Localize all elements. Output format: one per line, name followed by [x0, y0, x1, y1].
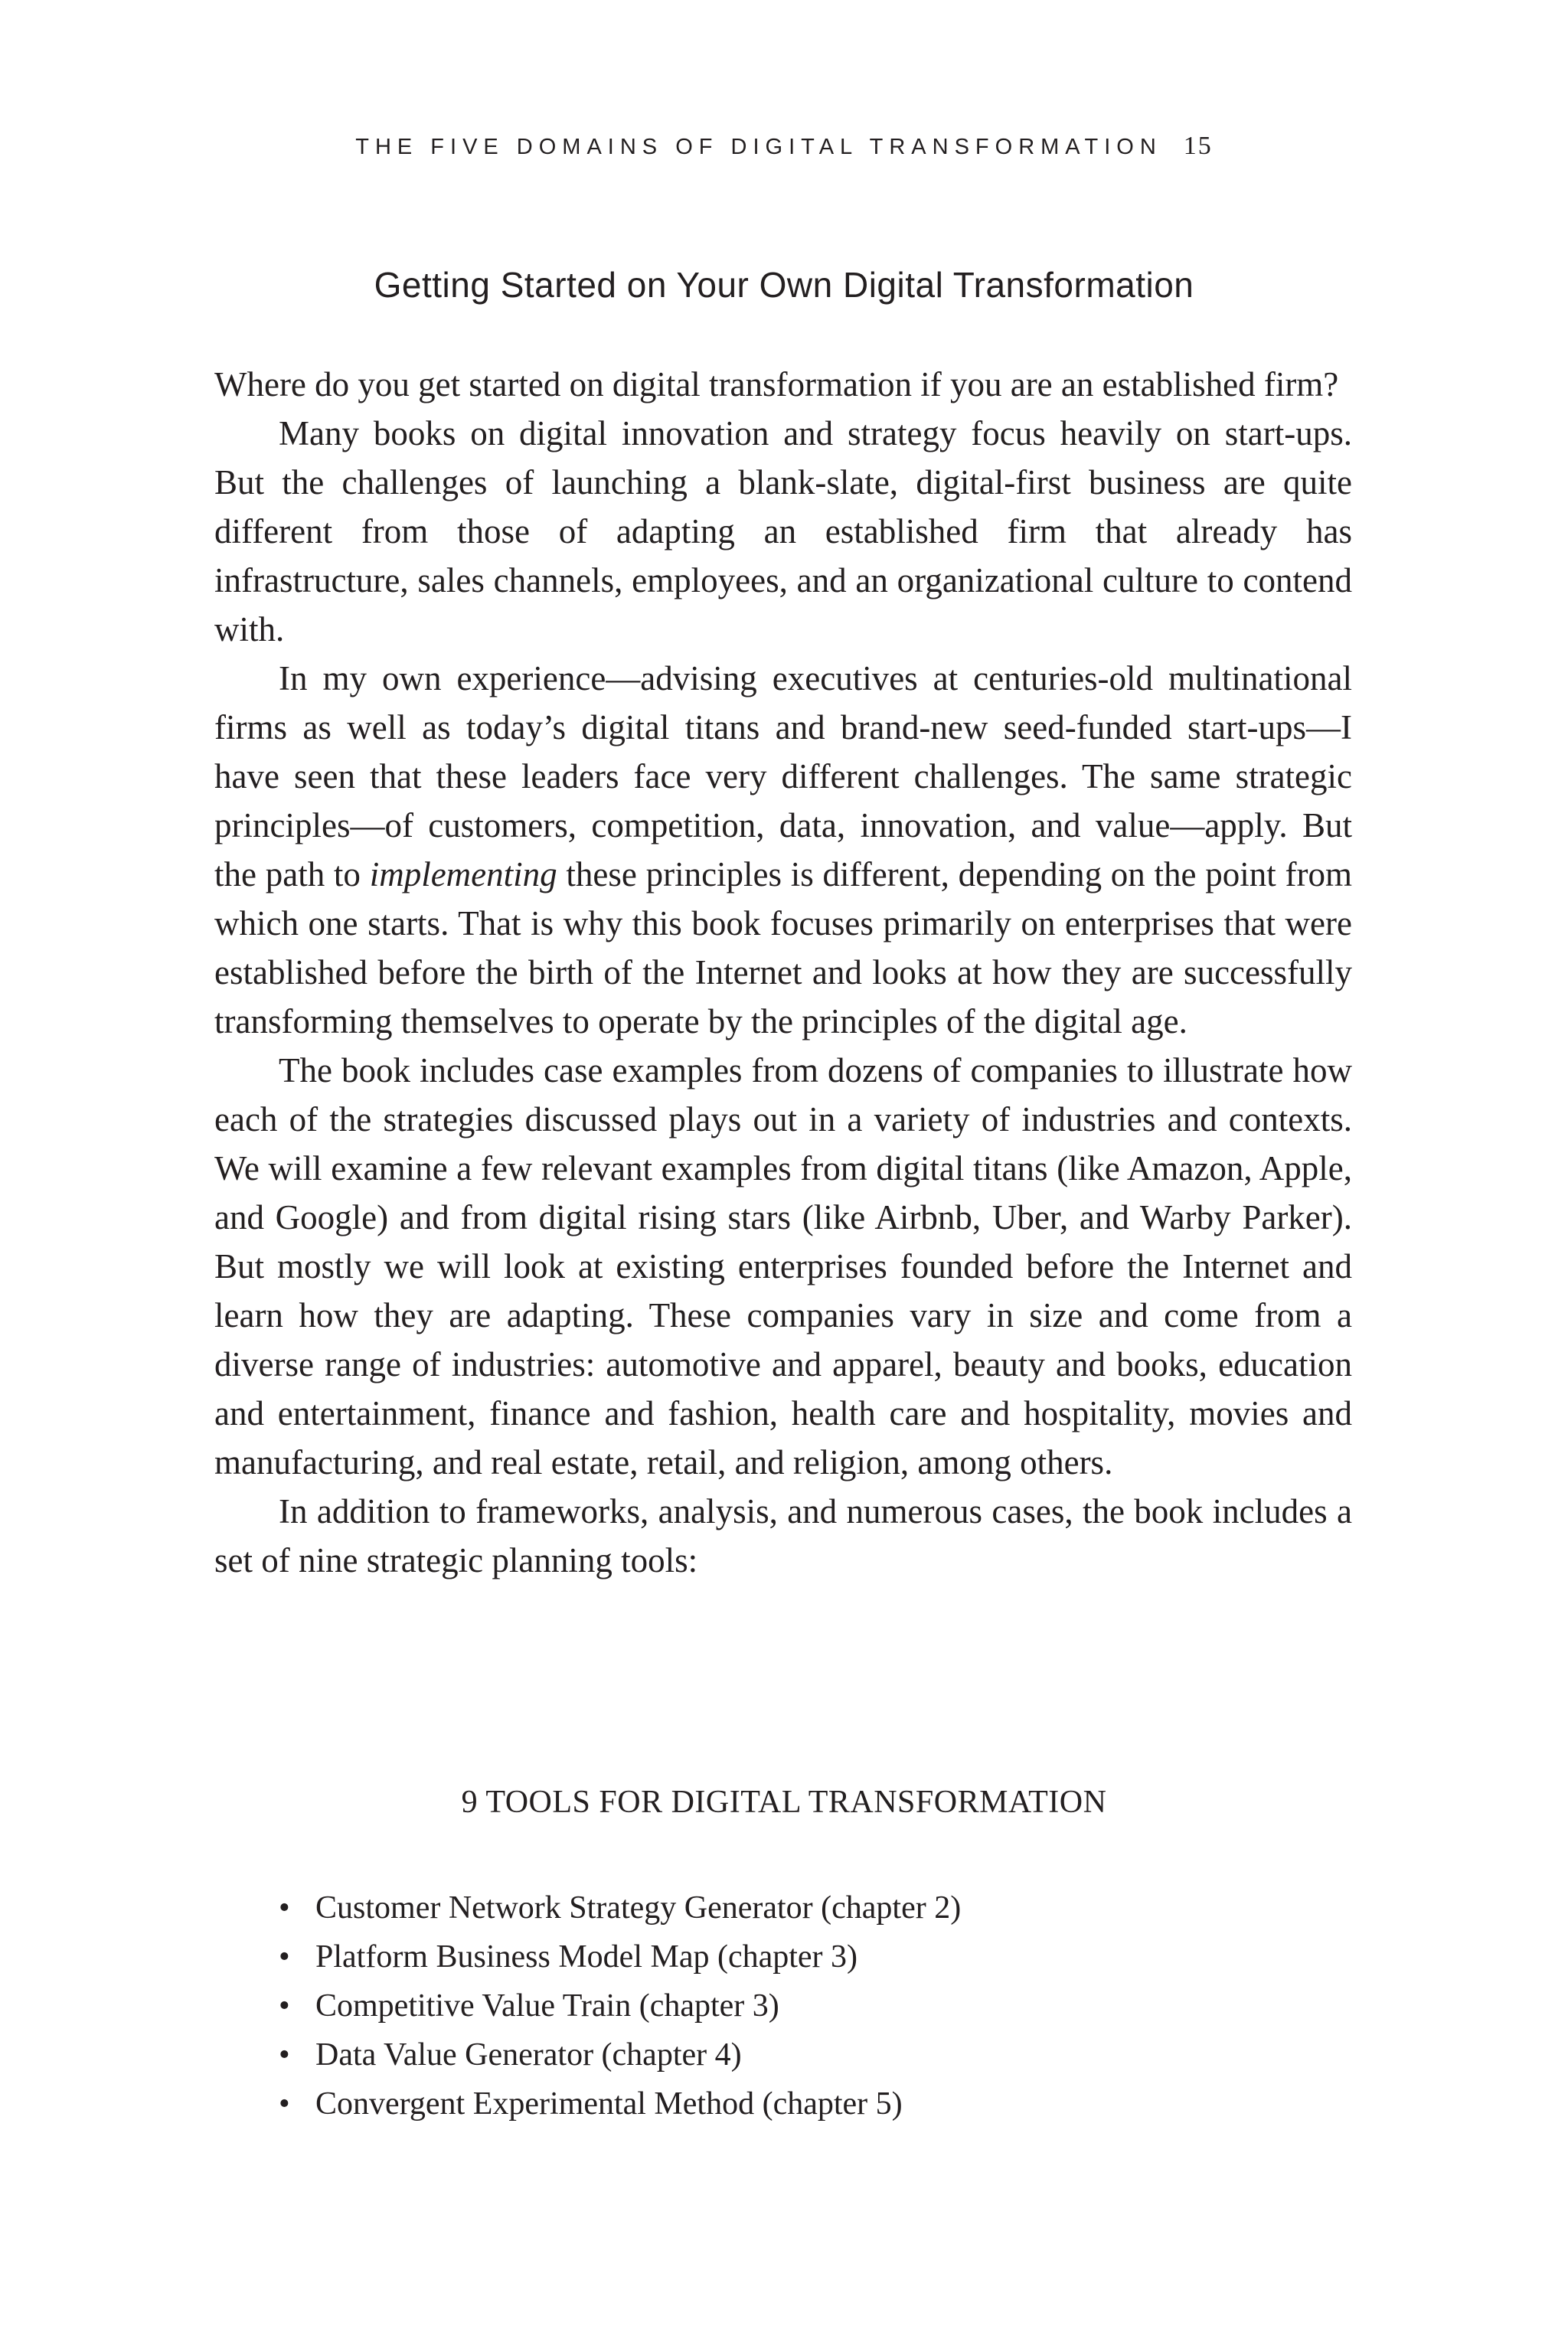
- running-head: [0, 132, 1568, 161]
- bullet-icon: •: [279, 1939, 290, 1975]
- tool-name: Platform Business Model Map (chapter 3): [315, 1939, 858, 1975]
- body-text: [214, 360, 1352, 1585]
- list-item: [279, 1981, 1351, 2030]
- emphasis-implementing: implementing: [369, 855, 557, 893]
- paragraph-3-part-2: these principles is different, depending on the point from which one starts. That is why this book focuses primarily on enterprises that were established before the birth of the Internet and looks at how they are successfully transforming themselves to operate by the principles of the digital age.: [214, 855, 1352, 1040]
- tool-name: Customer Network Strategy Generator (chapter 2): [315, 1890, 962, 1926]
- tool-name: Convergent Experimental Method (chapter 5): [315, 2086, 903, 2122]
- tool-name: Competitive Value Train (chapter 3): [315, 1988, 779, 2024]
- paragraph-3: [214, 654, 1352, 1046]
- list-item: [279, 2079, 1351, 2128]
- section-heading: Getting Started on Your Own Digital Transformation: [374, 265, 1194, 305]
- bullet-icon: •: [279, 2037, 290, 2073]
- tools-heading: 9 TOOLS FOR DIGITAL TRANSFORMATION: [461, 1785, 1107, 1820]
- paragraph-5: In addition to frameworks, analysis, and numerous cases, the book includes a set of nine strategic planning tools:: [214, 1492, 1352, 1579]
- list-item: [279, 2030, 1351, 2079]
- bullet-icon: •: [279, 1988, 290, 2024]
- running-head-title: THE FIVE DOMAINS OF DIGITAL TRANSFORMATION: [355, 135, 1162, 159]
- page-number: 15: [1183, 132, 1213, 160]
- paragraph-4: The book includes case examples from dozens of companies to illustrate how each of the strategies discussed plays out in a variety of industries and contexts. We will examine a few relevant examples from digital titans (like Amazon, Apple, and Google) and from digital rising stars (like Airbnb, Uber, and Warby Parker). But mostly we will look at existing enterprises founded before the Internet and learn how they are adapting. These companies vary in size and come from a diverse range of industries: automotive and apparel, beauty and books, education and entertainment, finance and fashion, health care and hospitality, movies and manufacturing, and real estate, retail, and religion, among others.: [214, 1051, 1352, 1481]
- tool-name: Data Value Generator (chapter 4): [315, 2037, 742, 2073]
- list-item: [279, 1932, 1351, 1981]
- tools-list: [279, 1883, 1351, 2128]
- paragraph-1: Where do you get started on digital transformation if you are an established firm?: [214, 365, 1339, 403]
- list-item: [279, 1883, 1351, 1932]
- bullet-icon: •: [279, 1890, 290, 1926]
- paragraph-2: Many books on digital innovation and strategy focus heavily on start-ups. But the challenges of launching a blank-slate, digital-first business are quite different from those of adapting an established firm that already has infrastructure, sales channels, employees, and an organizational culture to contend with.: [214, 414, 1352, 648]
- paragraph-3-part-1: In my own experience—advising executives at centuries-old multinational firms as well as today’s digital titans and brand-new seed-funded start-ups—I have seen that these leaders face very different challenges. The same strategic principles—of customers, competition, data, innovation, and value—apply. But the path to: [214, 659, 1352, 893]
- bullet-icon: •: [279, 2086, 290, 2122]
